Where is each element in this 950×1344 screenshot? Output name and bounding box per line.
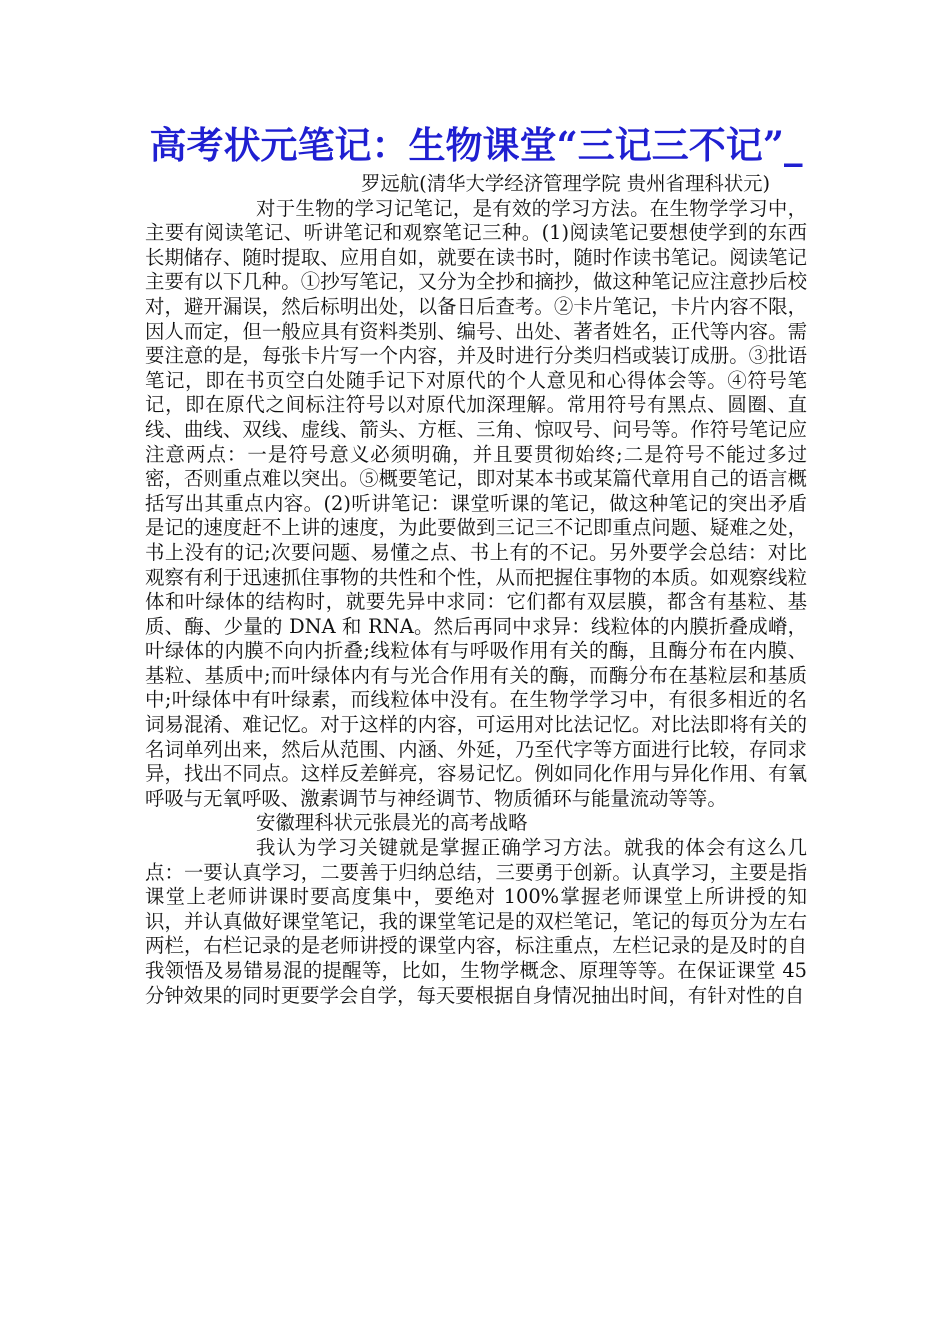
- document-title: 高考状元笔记：生物课堂“三记三不记”_: [149, 123, 803, 167]
- author-byline: 罗远航(清华大学经济管理学院 贵州省理科状元): [361, 172, 771, 195]
- section-subheading: 安徽理科状元张晨光的高考战略: [256, 811, 528, 835]
- document-page: [145, 122, 807, 1008]
- body-paragraph-1: 对于生物的学习记笔记，是有效的学习方法。在生物学学习中，主要有阅读笔记、听讲笔记和观察笔记三种。(1)阅读笔记要想使学到的东西长期储存、随时提取、应用自如，就要在读书时，随时作读书笔记。阅读笔记主要有以下几种。①抄写笔记，又分为全抄和摘抄，做这种笔记应注意抄后校对，避开漏误，然后标明出处，以备日后查考。②卡片笔记，卡片内容不限，因人而定，但一般应具有资料类别、编号、出处、著者姓名，正代等内容。需要注意的是，每张卡片写一个内容，并及时进行分类归档或装订成册。③批语笔记，即在书页空白处随手记下对原代的个人意见和心得体会等。④符号笔记，即在原代之间标注符号以对原代加深理解。常用符号有黑点、圆圈、直线、曲线、双线、虚线、箭头、方框、三角、惊叹号、问号等。作符号笔记应注意两点：一是符号意义必须明确，并且要贯彻始终;二是符号不能过多过密，否则重点难以突出。⑤概要笔记，即对某本书或某篇代章用自己的语言概括写出其重点内容。(2)听讲笔记：课堂听课的笔记，做这种笔记的突出矛盾是记的速度赶不上讲的速度，为此要做到三记三不记即重点问题、疑难之处，书上没有的记;次要问题、易懂之点、书上有的不记。另外要学会总结：对比观察有利于迅速抓住事物的共性和个性，从而把握住事物的本质。如观察线粒体和叶绿体的结构时，就要先异中求同：它们都有双层膜，都含有基粒、基质、酶、少量的 DNA 和 RNA。然后再同中求异：线粒体的内膜折叠成嵴，叶绿体的内膜不向内折叠;线粒体有与呼吸作用有关的酶，且酶分布在内膜、基粒、基质中;而叶绿体内有与光合作用有关的酶，而酶分布在基粒层和基质中;叶绿体中有叶绿素，而线粒体中没有。在生物学学习中，有很多相近的名词易混淆、难记忆。对于这样的内容，可运用对比法记忆。对比法即将有关的名词单列出来，然后从范围、内涵、外延，乃至代字等方面进行比较，存同求异，找出不同点。这样反差鲜亮，容易记忆。例如同化作用与异化作用、有氧呼吸与无氧呼吸、激素调节与神经调节、物质循环与能量流动等等。: [145, 196, 807, 810]
- body-paragraph-2: 我认为学习关键就是掌握正确学习方法。就我的体会有这么几点：一要认真学习，二要善于归纳总结，三要勇于创新。认真学习，主要是指课堂上老师讲课时要高度集中，要绝对 100%掌握老师课堂上所讲授的知识，并认真做好课堂笔记，我的课堂笔记是的双栏笔记，笔记的每页分为左右两栏，右栏记录的是老师讲授的课堂内容，标注重点，左栏记录的是及时的自我领悟及易错易混的提醒等，比如，生物学概念、原理等等。在保证课堂 45 分钟效果的同时更要学会自学，每天要根据自身情况抽出时间，有针对性的自: [145, 836, 807, 1007]
